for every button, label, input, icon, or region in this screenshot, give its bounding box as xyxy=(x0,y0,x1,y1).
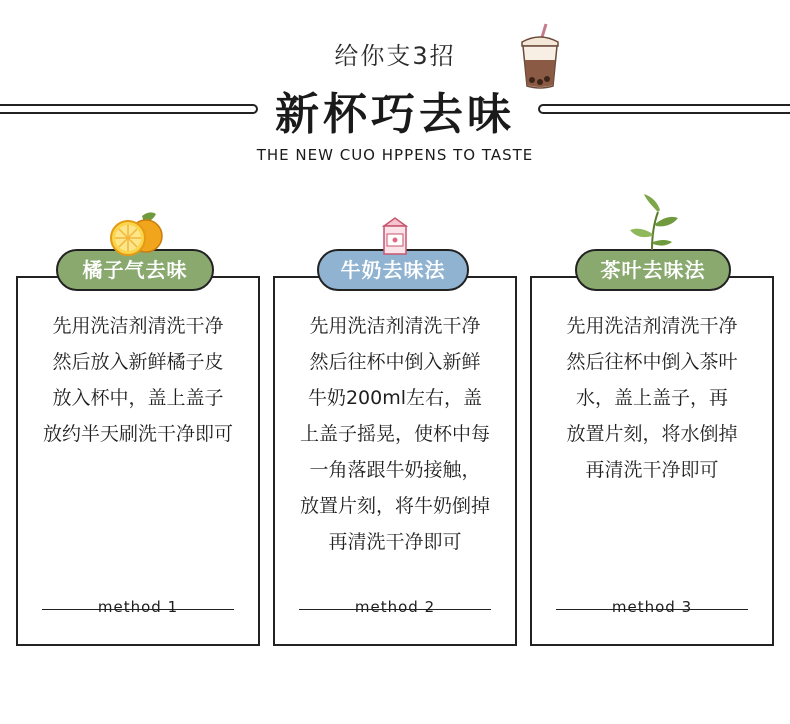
method-text: method 1 xyxy=(97,598,179,616)
pill-tea-method: 茶叶去味法 xyxy=(575,249,731,291)
instruction-line: 上盖子摇晃，使杯中每 xyxy=(299,423,490,445)
english-subtitle: THE NEW CUO HPPENS TO TASTE xyxy=(256,146,534,164)
method-text: method 2 xyxy=(354,598,436,616)
instruction-line: 先用洗洁剂清洗干净 xyxy=(566,315,738,337)
card-instructions xyxy=(18,308,258,452)
main-title: 新杯巧去味 xyxy=(275,89,515,140)
orange-slice-icon xyxy=(106,210,164,256)
instruction-line: 先用洗洁剂清洗干净 xyxy=(309,315,481,337)
pill-orange-method: 橘子气去味 xyxy=(56,249,214,291)
method-label-3 xyxy=(556,598,748,620)
tea-sprout-icon xyxy=(622,192,684,252)
instruction-line: 牛奶200ml左右，盖 xyxy=(307,387,483,409)
method-card-orange xyxy=(16,276,260,646)
instruction-line: 然后放入新鲜橘子皮 xyxy=(52,351,224,373)
instruction-line: 放约半天刷洗干净即可 xyxy=(42,423,233,445)
method-label-1 xyxy=(42,598,234,620)
subtitle: 给你支3招 xyxy=(334,42,456,70)
instruction-line: 再清洗干净即可 xyxy=(585,459,719,481)
method-text: method 3 xyxy=(611,598,693,616)
instruction-line: 然后往杯中倒入茶叶 xyxy=(566,351,738,373)
instruction-line: 水，盖上盖子，再 xyxy=(575,387,728,409)
instruction-line: 再清洗干净即可 xyxy=(328,531,462,553)
pill-milk-method: 牛奶去味法 xyxy=(317,249,469,291)
method-label-2 xyxy=(299,598,491,620)
milk-carton-icon xyxy=(376,216,414,256)
instruction-line: 然后往杯中倒入新鲜 xyxy=(309,351,481,373)
instruction-line: 放置片刻，将牛奶倒掉 xyxy=(299,495,490,517)
method-card-tea xyxy=(530,276,774,646)
card-instructions xyxy=(275,308,515,560)
instruction-line: 先用洗洁剂清洗干净 xyxy=(52,315,224,337)
instruction-line: 放置片刻，将水倒掉 xyxy=(566,423,738,445)
method-card-milk xyxy=(273,276,517,646)
instruction-line: 放入杯中，盖上盖子 xyxy=(52,387,224,409)
card-instructions xyxy=(532,308,772,488)
instruction-line: 一角落跟牛奶接触， xyxy=(309,459,481,481)
